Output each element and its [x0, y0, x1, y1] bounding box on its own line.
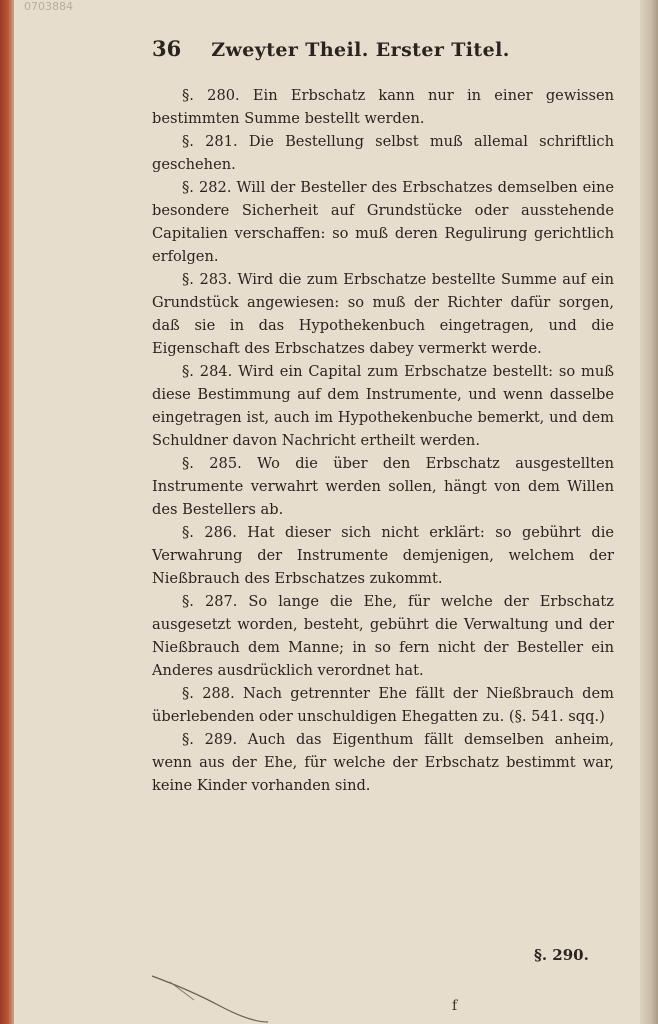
paragraph-285: §. 285. Wo die über den Erbschatz ausgestellten Instrumente verwahrt werden sollen, hängt von dem Willen des Bestellers ab.: [152, 455, 614, 518]
paragraph-282: §. 282. Will der Besteller des Erbschatzes demselben eine besondere Sicherheit auf Grundstücke oder ausstehende Capitalien verschaffen: so muß deren Regulirung gerichtlich erfolgen.: [152, 179, 614, 265]
bottom-mark: f: [452, 998, 458, 1014]
running-head: Zweyter Theil. Erster Titel.: [211, 39, 510, 61]
paragraph-284: §. 284. Wird ein Capital zum Erbschatze bestellt: so muß diese Bestimmung auf dem Instrumente, und wenn dasselbe eingetragen ist, auch im Hypothekenbuche bemerkt, und dem Schuldner davon Nachricht ertheilt werden.: [152, 363, 614, 449]
paragraph-289: §. 289. Auch das Eigenthum fällt demselben anheim, wenn aus der Ehe, für welche der Erbschatz bestimmt war, keine Kinder vorhanden sind.: [152, 731, 614, 794]
paragraph-286: §. 286. Hat dieser sich nicht erklärt: so gebührt die Verwahrung der Instrumente demjenigen, welchem der Nießbrauch des Erbschatzes zukommt.: [152, 524, 614, 587]
page-number: 36: [152, 36, 182, 61]
paragraph-288: §. 288. Nach getrennter Ehe fällt der Nießbrauch dem überlebenden oder unschuldigen Ehegatten zu. (§. 541. sqq.): [152, 685, 614, 725]
catchword: §. 290.: [534, 946, 589, 964]
paragraph-287: §. 287. So lange die Ehe, für welche der Erbschatz ausgesetzt worden, besteht, gebührt die Verwaltung und der Nießbrauch dem Manne; in so fern nicht der Besteller ein Anderes ausdrücklich verordnet hat.: [152, 593, 614, 679]
body-text: [152, 84, 614, 797]
page-right-edge: [640, 0, 658, 1024]
book-spine-edge: [0, 0, 14, 1024]
ink-scratch: [150, 972, 270, 1024]
paragraph-280: §. 280. Ein Erbschatz kann nur in einer gewissen bestimmten Summe bestellt werden.: [152, 87, 614, 127]
corner-watermark: 0703884: [24, 0, 73, 13]
paragraph-283: §. 283. Wird die zum Erbschatze bestellte Summe auf ein Grundstück angewiesen: so muß der Richter dafür sorgen, daß sie in das Hypothekenbuch eingetragen, und die Eigenschaft des Erbschatzes dabey vermerkt werde.: [152, 271, 614, 357]
paragraph-281: §. 281. Die Bestellung selbst muß allemal schriftlich geschehen.: [152, 133, 614, 173]
page-header: [152, 36, 552, 61]
